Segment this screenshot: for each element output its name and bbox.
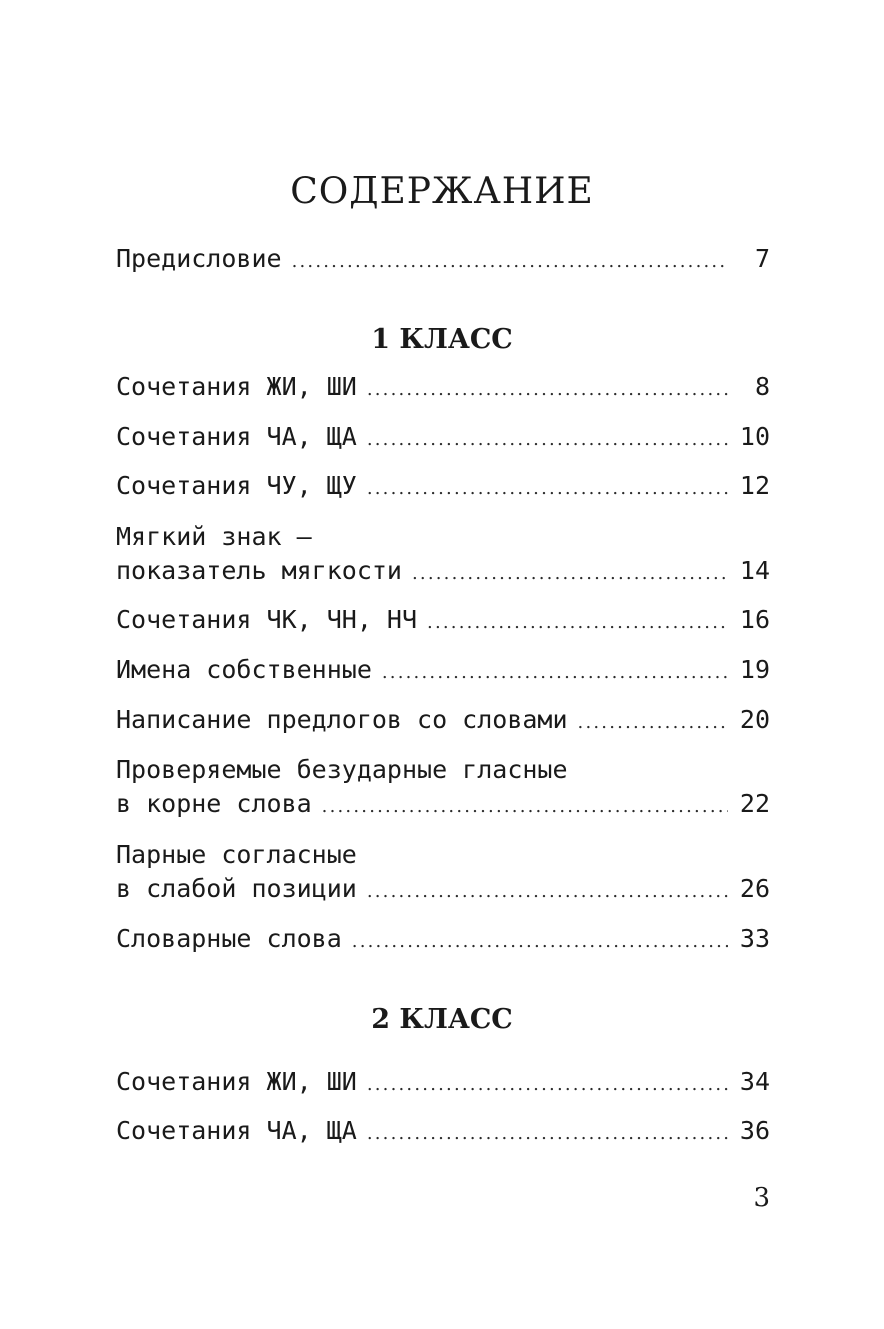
toc-entry-page: 19 xyxy=(739,655,770,684)
dot-leader xyxy=(367,423,728,457)
toc-entry-label-line1: Мягкий знак — xyxy=(116,522,312,551)
dot-leader xyxy=(367,373,728,407)
toc-entry-label: Предисловие xyxy=(116,244,282,273)
toc-entry-page: 10 xyxy=(739,422,770,451)
toc-entry[interactable] xyxy=(116,1065,770,1102)
dot-leader xyxy=(367,875,728,909)
toc-entry[interactable] xyxy=(116,520,770,591)
toc-entry[interactable] xyxy=(116,603,770,640)
dot-leader xyxy=(367,1068,728,1102)
toc-entry-page: 8 xyxy=(754,372,770,401)
toc-entry-page: 16 xyxy=(739,605,770,634)
dot-leader xyxy=(322,790,728,824)
toc-entry-page: 34 xyxy=(739,1067,770,1096)
dot-leader xyxy=(412,557,728,591)
toc-entry[interactable] xyxy=(116,469,770,506)
toc-entry-label: Сочетания ЖИ, ШИ xyxy=(116,1067,357,1096)
section-heading-grade-2: 2 КЛАСС xyxy=(371,1004,513,1035)
toc-entry-page: 7 xyxy=(754,244,770,273)
toc-entry-label-line2: показатель мягкости xyxy=(116,556,402,585)
toc-entry-page: 22 xyxy=(739,789,770,818)
toc-entry-page: 20 xyxy=(739,705,770,734)
toc-entry-page: 26 xyxy=(739,874,770,903)
toc-entry-label-line1: Проверяемые безударные гласные xyxy=(116,755,568,784)
toc-entry[interactable] xyxy=(116,420,770,457)
toc-entry-page: 33 xyxy=(739,924,770,953)
toc-entry-label: Сочетания ЧК, ЧН, НЧ xyxy=(116,605,418,634)
dot-leader xyxy=(352,925,728,959)
toc-entry-preface[interactable] xyxy=(116,242,770,279)
toc-entry-label: Имена собственные xyxy=(116,655,372,684)
toc-entry-label-line1: Парные согласные xyxy=(116,840,357,869)
toc-entry-page: 14 xyxy=(739,556,770,585)
dot-leader xyxy=(382,656,728,690)
toc-entry[interactable] xyxy=(116,703,770,740)
toc-entry-label-line2: в слабой позиции xyxy=(116,874,357,903)
toc-entry-page: 36 xyxy=(739,1116,770,1145)
toc-entry-label: Словарные слова xyxy=(116,924,342,953)
toc-entry[interactable] xyxy=(116,922,770,959)
toc-entry-label: Написание предлогов со словами xyxy=(116,705,568,734)
toc-entry-label: Сочетания ЧУ, ЩУ xyxy=(116,471,357,500)
dot-leader xyxy=(292,245,728,279)
toc-entry[interactable] xyxy=(116,370,770,407)
dot-leader xyxy=(578,706,728,740)
dot-leader xyxy=(427,606,728,640)
dot-leader xyxy=(367,472,728,506)
toc-entry-label: Сочетания ЧА, ЩА xyxy=(116,422,357,451)
toc-entry[interactable] xyxy=(116,753,770,824)
toc-entry-page: 12 xyxy=(739,471,770,500)
toc-entry[interactable] xyxy=(116,653,770,690)
toc-entry-label-line2: в корне слова xyxy=(116,789,312,818)
toc-entry-label: Сочетания ЖИ, ШИ xyxy=(116,372,357,401)
section-heading-grade-1: 1 КЛАСС xyxy=(371,324,513,355)
page-number: 3 xyxy=(753,1183,770,1213)
page-title: СОДЕРЖАНИЕ xyxy=(290,171,594,212)
dot-leader xyxy=(367,1117,728,1151)
toc-entry-label: Сочетания ЧА, ЩА xyxy=(116,1116,357,1145)
toc-entry[interactable] xyxy=(116,838,770,909)
toc-entry[interactable] xyxy=(116,1114,770,1151)
